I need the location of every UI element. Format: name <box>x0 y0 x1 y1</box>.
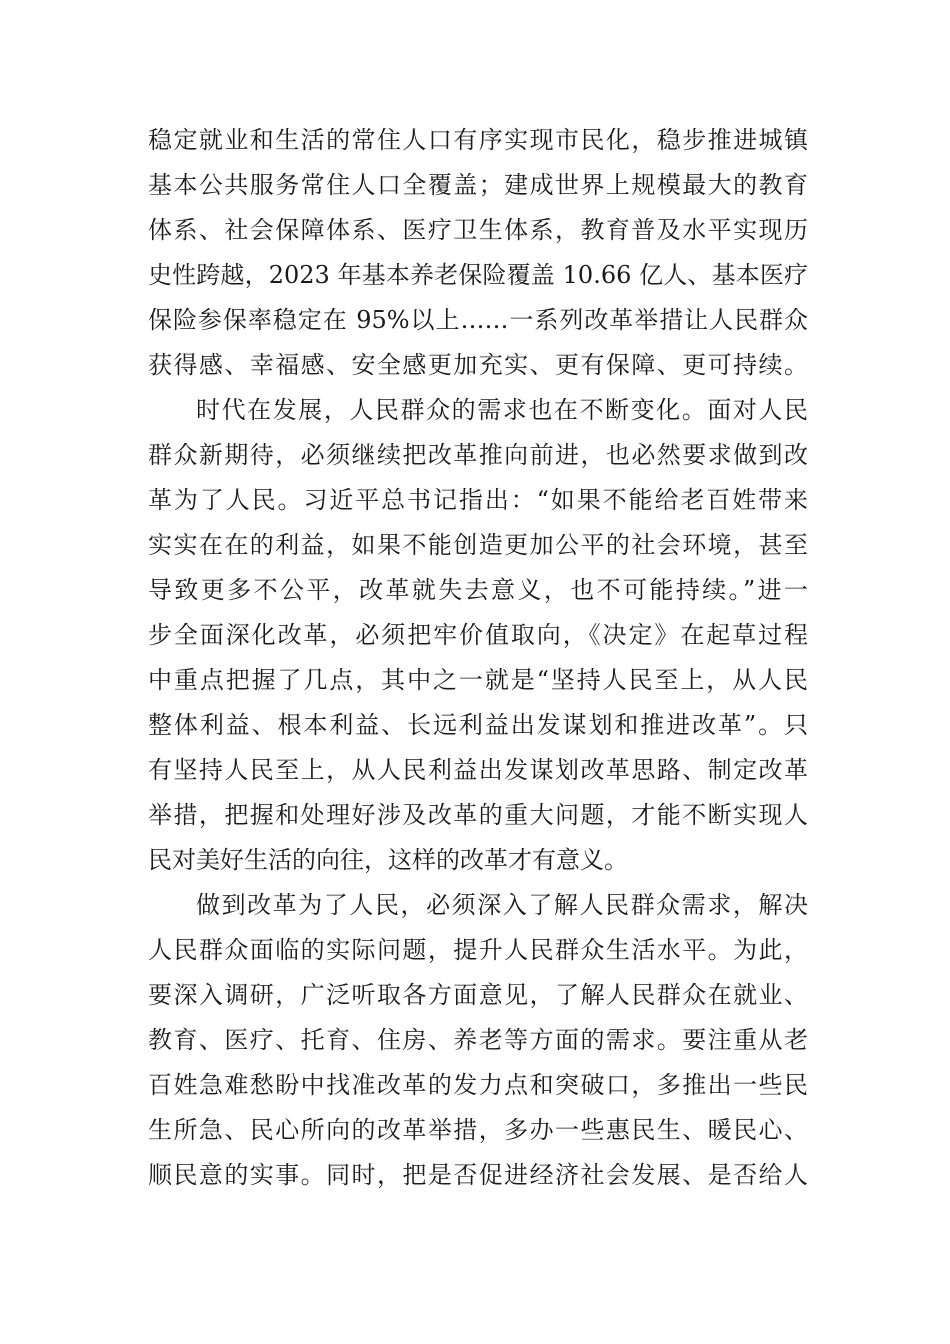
paragraph-2 <box>148 388 808 883</box>
text-line: 时代在发展，人民群众的需求也在不断变化。面对人民 <box>196 396 808 424</box>
text-line: 中重点把握了几点，其中之一就是“坚持人民至上，从人民 <box>148 666 808 694</box>
text-line: 体系、社会保障体系、医疗卫生体系，教育普及水平实现历 <box>148 216 808 244</box>
text-line: 保险参保率稳定在 95%以上……一系列改革举措让人民群众 <box>148 306 808 334</box>
text-line: 革为了人民。习近平总书记指出：“如果不能给老百姓带来 <box>148 486 808 514</box>
text-line: 做到改革为了人民，必须深入了解人民群众需求，解决 <box>196 891 808 919</box>
text-line: 生所急、民心所向的改革举措，多办一些惠民生、暖民心、 <box>148 1116 808 1144</box>
text-line: 实实在在的利益，如果不能创造更加公平的社会环境，甚至 <box>148 531 808 559</box>
text-line: 人民群众面临的实际问题，提升人民群众生活水平。为此， <box>148 936 808 964</box>
text-line: 民对美好生活的向往，这样的改革才有意义。 <box>148 846 628 874</box>
paragraph-1 <box>148 118 808 388</box>
text-line: 群众新期待，必须继续把改革推向前进，也必然要求做到改 <box>148 441 808 469</box>
paragraph-3 <box>148 883 808 1198</box>
text-line: 步全面深化改革，必须把牢价值取向，《决定》在起草过程 <box>148 621 808 649</box>
text-line: 要深入调研，广泛听取各方面意见，了解人民群众在就业、 <box>148 981 808 1009</box>
text-line: 举措，把握和处理好涉及改革的重大问题，才能不断实现人 <box>148 801 808 829</box>
text-line: 稳定就业和生活的常住人口有序实现市民化，稳步推进城镇 <box>148 126 808 154</box>
text-line: 整体利益、根本利益、长远利益出发谋划和推进改革”。只 <box>148 711 808 739</box>
text-line: 百姓急难愁盼中找准改革的发力点和突破口，多推出一些民 <box>148 1071 808 1099</box>
body-text <box>148 118 808 1198</box>
text-line: 导致更多不公平，改革就失去意义，也不可能持续。”进一 <box>148 576 808 604</box>
text-line: 基本公共服务常住人口全覆盖；建成世界上规模最大的教育 <box>148 171 808 199</box>
text-line: 顺民意的实事。同时，把是否促进经济社会发展、是否给人 <box>148 1161 808 1189</box>
text-line: 史性跨越，2023 年基本养老保险覆盖 10.66 亿人、基本医疗 <box>148 261 808 289</box>
text-line: 教育、医疗、托育、住房、养老等方面的需求。要注重从老 <box>148 1026 808 1054</box>
text-line: 获得感、幸福感、安全感更加充实、更有保障、更可持续。 <box>148 351 808 379</box>
text-line: 有坚持人民至上，从人民利益出发谋划改革思路、制定改革 <box>148 756 808 784</box>
